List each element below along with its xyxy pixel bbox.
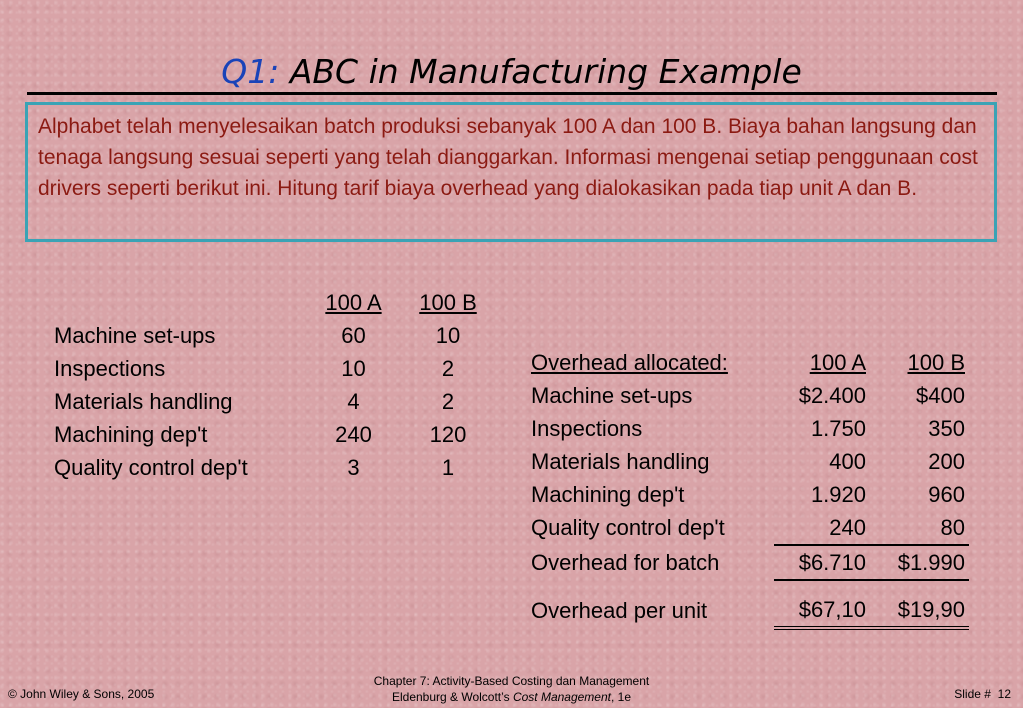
driver-a-value: 240 <box>335 421 372 447</box>
driver-name: Machine set-ups <box>54 322 216 348</box>
overhead-batch-label: Overhead for batch <box>531 549 720 575</box>
overhead-table <box>531 346 969 630</box>
driver-col-b: 100 B <box>419 289 477 315</box>
problem-text: Alphabet telah menyelesaikan batch produksi sebanyak 100 A dan 100 B. Biaya bahan langsung dan tenaga langsung sesuai seperti yang telah dianggarkan. Informasi mengenai setiap penggunaan cost drivers seperti berikut ini. Hitung tarif biaya overhead yang dialokasikan pada tiap unit A dan B. <box>38 115 978 200</box>
driver-b-value: 2 <box>441 355 455 381</box>
driver-name: Machining dep't <box>54 421 208 447</box>
title-prefix: Q1: <box>221 52 280 91</box>
table-row <box>531 478 969 511</box>
overhead-unit-a: $67,10 <box>774 593 870 628</box>
overhead-name: Materials handling <box>531 448 710 474</box>
title-underline <box>27 92 997 95</box>
overhead-header: Overhead allocated: <box>531 349 728 375</box>
problem-box <box>25 102 997 242</box>
table-row <box>54 451 495 484</box>
driver-header-row <box>54 286 495 319</box>
slide-title <box>0 50 1023 94</box>
footer-slide-number: Slide # 12 <box>954 687 1011 701</box>
overhead-batch-b: $1.990 <box>870 545 969 580</box>
driver-b-value: 1 <box>441 454 455 480</box>
overhead-a-value: $2.400 <box>798 382 866 408</box>
overhead-b-value: 350 <box>928 415 965 441</box>
driver-b-value: 120 <box>429 421 467 447</box>
table-row <box>54 352 495 385</box>
driver-name: Quality control dep't <box>54 454 248 480</box>
overhead-b-value: 200 <box>928 448 965 474</box>
driver-b-value: 10 <box>435 322 461 348</box>
overhead-batch-row <box>531 545 969 580</box>
driver-col-a: 100 A <box>325 289 382 315</box>
overhead-b-value: 80 <box>870 511 969 545</box>
table-row <box>54 418 495 451</box>
overhead-b-value: 960 <box>928 481 965 507</box>
overhead-name: Machining dep't <box>531 481 685 507</box>
driver-a-value: 4 <box>347 388 360 414</box>
footer-chapter-title: Chapter 7: Activity-Based Costing dan Management <box>373 674 650 688</box>
overhead-a-value: 400 <box>829 448 866 474</box>
table-row <box>531 445 969 478</box>
driver-name: Inspections <box>54 355 166 381</box>
table-row <box>531 379 969 412</box>
table-row <box>531 412 969 445</box>
overhead-a-value: 1.750 <box>810 415 866 441</box>
table-row <box>531 511 969 545</box>
overhead-col-b: 100 B <box>907 349 965 375</box>
footer-copyright: © John Wiley & Sons, 2005 <box>8 687 155 701</box>
overhead-unit-row <box>531 593 969 628</box>
overhead-header-row <box>531 346 969 379</box>
driver-name: Materials handling <box>54 388 233 414</box>
footer-book-line: Eldenburg & Wolcott’s Cost Management, 1e <box>391 690 632 704</box>
overhead-a-value: 240 <box>774 511 870 545</box>
overhead-batch-a: $6.710 <box>774 545 870 580</box>
driver-a-value: 3 <box>347 454 360 480</box>
footer-chapter <box>0 673 1023 705</box>
driver-b-value: 2 <box>441 388 455 414</box>
overhead-col-a: 100 A <box>809 349 866 375</box>
driver-a-value: 60 <box>341 322 366 348</box>
table-row <box>54 319 495 352</box>
cost-driver-table <box>54 286 495 484</box>
overhead-b-value: $400 <box>916 382 965 408</box>
overhead-unit-b: $19,90 <box>870 593 969 628</box>
overhead-a-value: 1.920 <box>810 481 866 507</box>
title-text: ABC in Manufacturing Example <box>289 52 802 91</box>
table-row <box>54 385 495 418</box>
overhead-name: Inspections <box>531 415 643 441</box>
overhead-unit-label: Overhead per unit <box>531 597 708 623</box>
footer-book-title: Cost Management <box>512 690 611 704</box>
driver-a-value: 10 <box>341 355 366 381</box>
overhead-name: Machine set-ups <box>531 382 693 408</box>
overhead-name: Quality control dep't <box>531 515 725 540</box>
